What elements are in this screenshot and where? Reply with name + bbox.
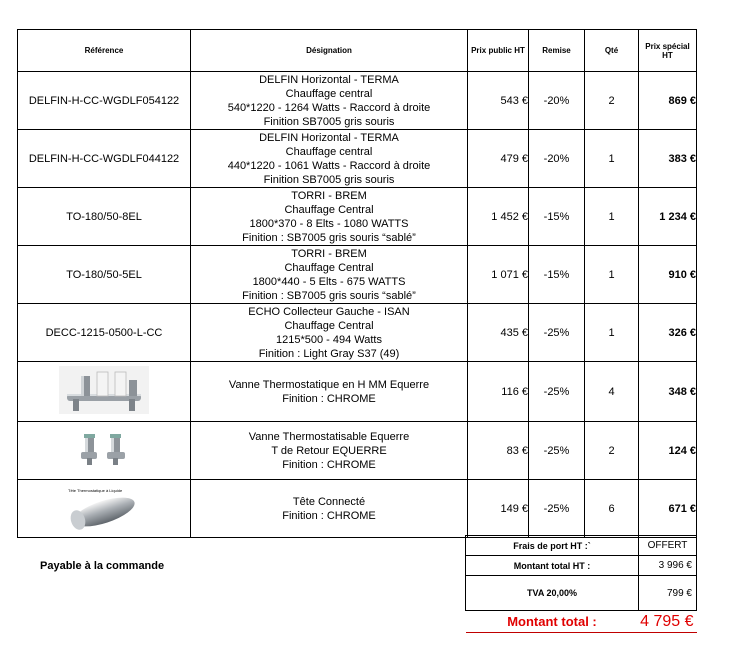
row-prix-public: 149 €: [468, 480, 529, 538]
row-prix-special: 383 €: [639, 130, 697, 188]
total-ht-row: [466, 556, 697, 576]
thermostatic-valve-h-image: [59, 366, 149, 418]
row-prix-special: 1 234 €: [639, 188, 697, 246]
row-designation: Vanne Thermostatisable Equerre T de Retour EQUERRE Finition : CHROME: [191, 422, 468, 480]
total-ht-value: 3 996 €: [639, 556, 697, 576]
row-reference: TO-180/50-5EL: [18, 246, 191, 304]
row-prix-special: 326 €: [639, 304, 697, 362]
image-caption: Tête Thermostatique à Liquide: [68, 487, 123, 493]
row-remise: -15%: [529, 188, 585, 246]
header-prix-public: Prix public HT: [468, 30, 529, 72]
row-remise: -25%: [529, 480, 585, 538]
row-qte: 1: [585, 246, 639, 304]
row-remise: -20%: [529, 130, 585, 188]
row-remise: -20%: [529, 72, 585, 130]
row-reference: DECC-1215-0500-L-CC: [18, 304, 191, 362]
shipping-label: Frais de port HT :`: [466, 536, 639, 556]
payment-terms: Payable à la commande: [40, 560, 165, 572]
row-remise: -25%: [529, 362, 585, 422]
row-designation: Vanne Thermostatique en H MM Equerre Finition : CHROME: [191, 362, 468, 422]
row-prix-special: 869 €: [639, 72, 697, 130]
row-reference: TO-180/50-8EL: [18, 188, 191, 246]
row-prix-public: 83 €: [468, 422, 529, 480]
row-designation: TORRI - BREM Chauffage Central 1800*440 - 5 Elts - 675 WATTS Finition : SB7005 gris souris “sablé”: [191, 246, 468, 304]
table-row: [18, 422, 697, 480]
table-row: [18, 246, 697, 304]
row-remise: -15%: [529, 246, 585, 304]
header-qte: Qté: [585, 30, 639, 72]
row-prix-special: 348 €: [639, 362, 697, 422]
row-remise: -25%: [529, 422, 585, 480]
row-qte: 1: [585, 188, 639, 246]
row-qte: 2: [585, 72, 639, 130]
thermostatic-head-image: [64, 482, 144, 532]
row-product-image: [18, 422, 191, 480]
table-row: [18, 480, 697, 538]
row-prix-public: 435 €: [468, 304, 529, 362]
header-row: [18, 30, 697, 72]
tva-value: 799 €: [639, 576, 697, 611]
row-prix-public: 543 €: [468, 72, 529, 130]
row-prix-special: 124 €: [639, 422, 697, 480]
grand-total-value: 4 795 €: [639, 611, 697, 633]
row-qte: 1: [585, 304, 639, 362]
total-ht-label: Montant total HT :: [466, 556, 639, 576]
grand-total-row: [466, 611, 697, 633]
shipping-value: OFFERT: [639, 536, 697, 556]
row-designation: Tête Connecté Finition : CHROME: [191, 480, 468, 538]
row-designation: DELFIN Horizontal - TERMA Chauffage central 440*1220 - 1061 Watts - Raccord à droite Finition SB7005 gris souris: [191, 130, 468, 188]
row-qte: 2: [585, 422, 639, 480]
row-qte: 1: [585, 130, 639, 188]
row-product-image: [18, 480, 191, 538]
row-prix-public: 1 452 €: [468, 188, 529, 246]
row-prix-public: 1 071 €: [468, 246, 529, 304]
row-qte: 6: [585, 480, 639, 538]
tva-row: [466, 576, 697, 611]
quote-table: [17, 29, 697, 538]
header-prix-special: Prix spécial HT: [639, 30, 697, 72]
table-row: [18, 130, 697, 188]
shipping-row: [466, 536, 697, 556]
header-designation: Désignation: [191, 30, 468, 72]
table-row: [18, 188, 697, 246]
grand-total-label: Montant total :: [466, 611, 639, 633]
row-designation: ECHO Collecteur Gauche - ISAN Chauffage Central 1215*500 - 494 Watts Finition : Light Gray S37 (49): [191, 304, 468, 362]
header-reference: Référence: [18, 30, 191, 72]
angle-valve-image: [79, 432, 129, 470]
row-reference: DELFIN-H-CC-WGDLF054122: [18, 72, 191, 130]
row-qte: 4: [585, 362, 639, 422]
header-remise: Remise: [529, 30, 585, 72]
row-prix-special: 671 €: [639, 480, 697, 538]
row-reference: DELFIN-H-CC-WGDLF044122: [18, 130, 191, 188]
row-designation: DELFIN Horizontal - TERMA Chauffage central 540*1220 - 1264 Watts - Raccord à droite Finition SB7005 gris souris: [191, 72, 468, 130]
table-row: [18, 72, 697, 130]
row-product-image: [18, 362, 191, 422]
row-prix-public: 479 €: [468, 130, 529, 188]
totals-table: [465, 535, 697, 633]
table-row: [18, 304, 697, 362]
row-remise: -25%: [529, 304, 585, 362]
row-designation: TORRI - BREM Chauffage Central 1800*370 - 8 Elts - 1080 WATTS Finition : SB7005 gris souris “sablé”: [191, 188, 468, 246]
table-row: [18, 362, 697, 422]
tva-label: TVA 20,00%: [466, 576, 639, 611]
row-prix-special: 910 €: [639, 246, 697, 304]
row-prix-public: 116 €: [468, 362, 529, 422]
